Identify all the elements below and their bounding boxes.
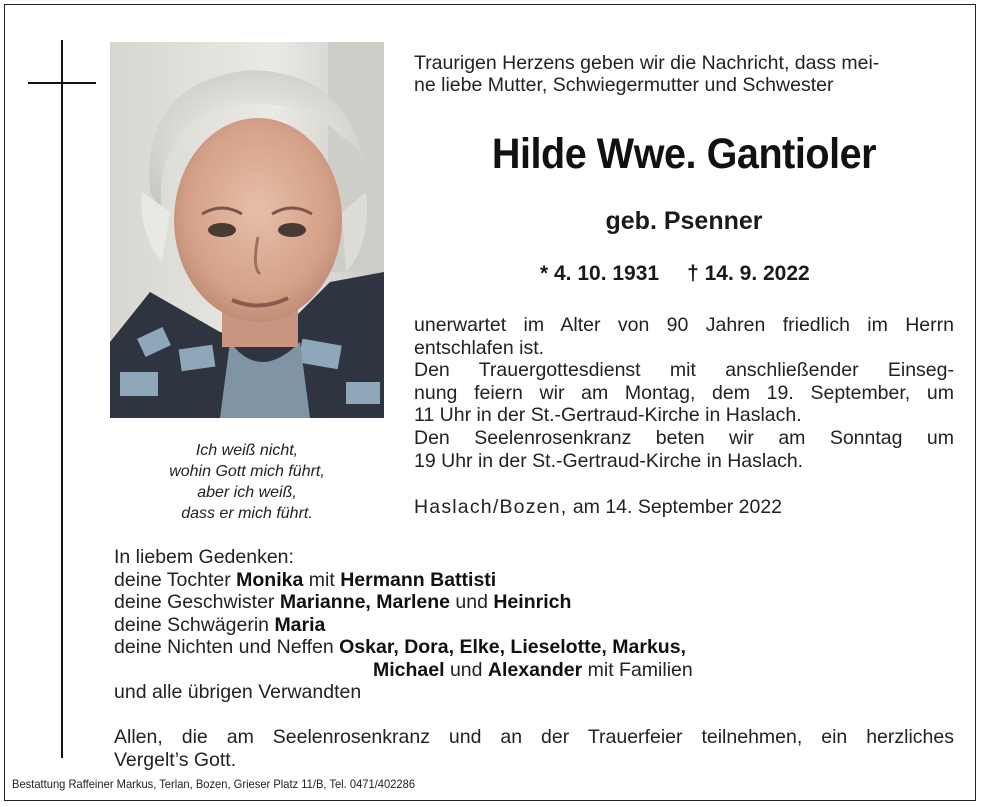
place-date-text: am 14. September 2022 bbox=[572, 496, 783, 518]
mourner-line-sisterinlaw: deine Schwägerin Maria bbox=[114, 613, 326, 636]
mourner-line-nieces-cont: Michael und Alexander mit Familien bbox=[373, 658, 693, 681]
poem bbox=[110, 440, 384, 524]
body-line: Den Trauergottesdienst mit anschließender Einseg- bbox=[414, 359, 954, 382]
mourner-line-nieces: deine Nichten und Neffen Oskar, Dora, Elke, Lieselotte, Markus, bbox=[114, 636, 686, 658]
place-date bbox=[414, 494, 954, 520]
poem-line: wohin Gott mich führt, bbox=[169, 463, 325, 480]
intro-line: ne liebe Mutter, Schwiegermutter und Schwester bbox=[414, 74, 834, 96]
thanks-text bbox=[114, 726, 954, 771]
body-line: unerwartet im Alter von 90 Jahren friedlich im Herrn bbox=[414, 314, 954, 336]
mourner-line-others: und alle übrigen Verwandten bbox=[114, 681, 362, 703]
birth-date: * 4. 10. 1931 bbox=[540, 262, 660, 285]
intro-text bbox=[414, 52, 954, 96]
body-line: entschlafen ist. bbox=[414, 336, 545, 359]
intro-line: Traurigen Herzens geben wir die Nachricht, dass mei- bbox=[414, 52, 880, 74]
mourners-list bbox=[114, 546, 954, 704]
poem-line: Ich weiß nicht, bbox=[195, 442, 299, 459]
portrait-photo bbox=[110, 42, 384, 418]
mourner-line-siblings: deine Geschwister Marianne, Marlene und Heinrich bbox=[114, 591, 572, 613]
poem-line: dass er mich führt. bbox=[181, 505, 313, 522]
place-location: Haslach/Bozen, bbox=[414, 496, 568, 518]
funeral-home-footer: Bestattung Raffeiner Markus, Terlan, Bozen, Grieser Platz 11/B, Tel. 0471/402286 bbox=[12, 777, 416, 791]
poem-line: aber ich weiß, bbox=[197, 484, 297, 501]
deceased-name: Hilde Wwe. Gantioler bbox=[491, 130, 877, 178]
body-line: 19 Uhr in der St.-Gertraud-Kirche in Haslach. bbox=[414, 449, 804, 472]
announcement-body bbox=[414, 314, 954, 472]
body-line: 11 Uhr in der St.-Gertraud-Kirche in Haslach. bbox=[414, 404, 802, 427]
body-line: nung feiern wir am Montag, dem 19. September, um bbox=[414, 381, 954, 404]
maiden-name: geb. Psenner bbox=[605, 207, 763, 235]
body-line: Den Seelenrosenkranz beten wir am Sonntag um bbox=[414, 426, 954, 449]
mourner-line-daughter: deine Tochter Monika mit Hermann Battisti bbox=[114, 568, 497, 591]
life-dates bbox=[540, 260, 860, 288]
death-date: † 14. 9. 2022 bbox=[687, 262, 810, 285]
thanks-line: Allen, die am Seelenrosenkranz und an der Trauerfeier teilnehmen, ein herzliches bbox=[114, 726, 954, 748]
thanks-line: Vergelt’s Gott. bbox=[114, 748, 237, 771]
mourners-heading: In liebem Gedenken: bbox=[114, 546, 294, 568]
